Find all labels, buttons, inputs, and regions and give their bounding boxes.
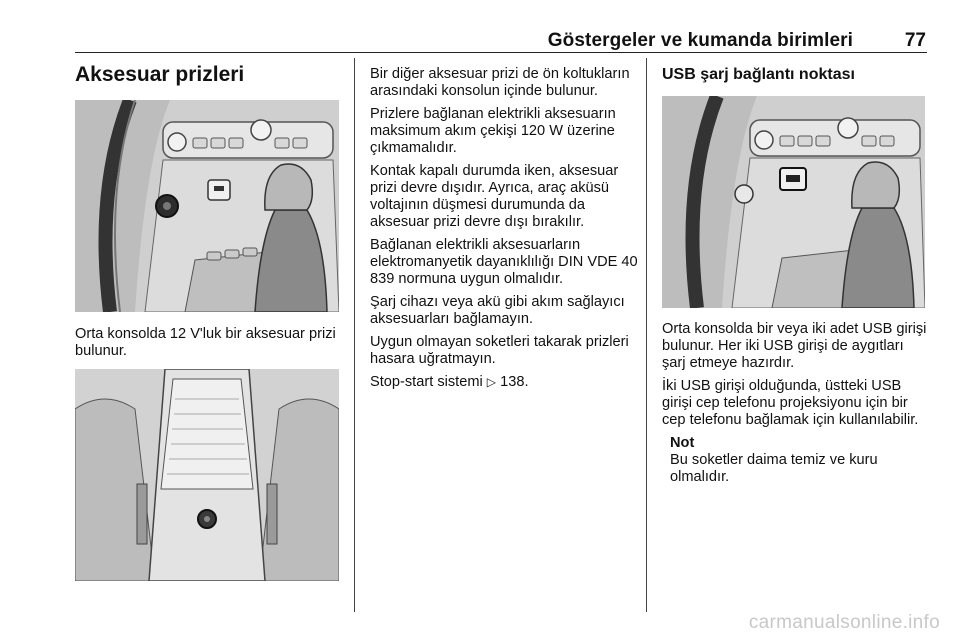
watermark: carmanualsonline.info [748,612,940,633]
paragraph-max-current: Prizlere bağlanan elektrikli aksesuarın maksimum akım çekişi 120 W üzerine çıkmamalıdır. [370,106,616,156]
section-title: Aksesuar prizleri [75,63,245,86]
stop-start-text: Stop-start sistemi [370,374,483,390]
running-header-title: Göstergeler ve kumanda birimleri [547,30,853,51]
caption-accessory-socket: Orta konsolda 12 V'luk bir aksesuar prizi bulunur. [75,326,336,359]
paragraph-unsuitable-plugs: Uygun olmayan soketleri takarak prizleri hasara uğratmayın. [370,334,629,367]
paragraph-ignition-off: Kontak kapalı durumda iken, aksesuar prizi devre dışıdır. Ayrıca, araç aküsü voltajının düşmesi durumunda da aksesuar prizi devre dışı bırakılır. [370,163,619,230]
paragraph-emc: Bağlanan elektrikli aksesuarların elektromanyetik dayanıklılığı DIN VDE 40 839 normuna uygun olmalıdır. [370,237,638,287]
column-divider-left [354,58,355,612]
page-number: 77 [904,30,926,51]
right-column-text [662,321,930,486]
paragraph-no-chargers: Şarj cihazı veya akü gibi akım sağlayıcı aksesuarları bağlamayın. [370,294,625,327]
reference-arrow-icon: ▷ [486,375,497,389]
center-console-socket-figure [75,100,339,312]
header-rule [75,52,927,53]
left-caption-text [75,326,345,366]
usb-section-title: USB şarj bağlantı noktası [662,66,855,83]
usb-port-figure [662,96,925,308]
paragraph-usb-ports: Orta konsolda bir veya iki adet USB girişi bulunur. Her iki USB girişi de aygıtları şarj etmeye hazırdır. [662,321,927,371]
paragraph-second-socket: Bir diğer aksesuar prizi de ön koltukların arasındaki konsolun içinde bulunur. [370,66,630,99]
middle-column-text [370,66,638,397]
stop-start-page-link[interactable]: 138. [500,374,529,390]
note-box [670,435,930,486]
paragraph-stop-start-ref [370,374,638,391]
paragraph-usb-projection: İki USB girişi olduğunda, üstteki USB girişi cep telefonu projeksiyonu için bir cep telefonu bağlamak için kullanılabilir. [662,378,919,428]
column-divider-right [646,58,647,612]
note-text: Bu soketler daima temiz ve kuru olmalıdır. [670,452,878,485]
note-label: Not [670,435,695,451]
armrest-socket-figure [75,369,339,581]
